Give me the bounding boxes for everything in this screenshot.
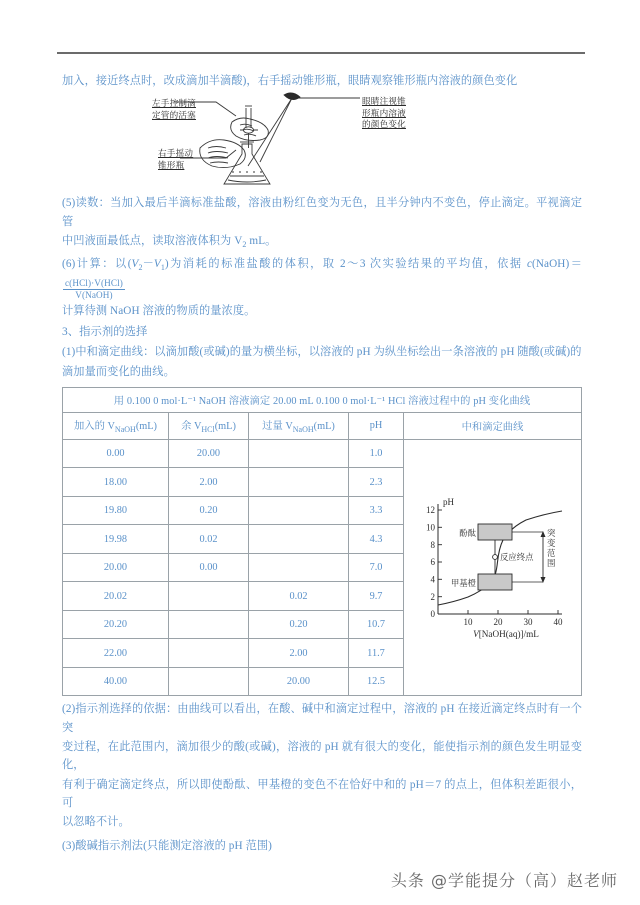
table-title-row [63, 387, 582, 412]
cell-ph: 11.7 [349, 639, 404, 668]
step5-text-a: 中凹液面最低点，读取溶液体积为 V [62, 234, 243, 247]
cell-v-hcl [169, 610, 249, 639]
titration-apparatus-drawing [174, 92, 364, 190]
column-header-titration-curve: 中和滴定曲线 [404, 412, 582, 439]
paragraph-3-1-line2: 滴加量而变化的曲线。 [62, 365, 175, 378]
paragraph-3-1-line1: (1)中和滴定曲线：以滴加酸(或碱)的量为横坐标，以溶液的 pH 为纵坐标绘出一条溶液的 pH 随酸(或碱)的 [62, 346, 582, 359]
paragraph-intro: 加入，接近终点时，改成滴加半滴酸)，右手摇动锥形瓶，眼睛观察锥形瓶内溶液的颜色变化 [62, 75, 518, 87]
paragraph-3-2-line4: 以忽略不计。 [62, 816, 130, 829]
figure-label-eye-line2: 形瓶内溶液 [362, 107, 406, 118]
figure-label-eye [362, 96, 424, 130]
formula-numerator: c(HCl)·V(HCl) [65, 277, 123, 288]
y-tick-8: 8 [430, 539, 435, 550]
cell-v-excess [249, 496, 349, 525]
step6-text-d: (NaOH)＝ [532, 258, 582, 271]
table-title: 用 0.100 0 mol·L⁻¹ NaOH 溶液滴定 20.00 mL 0.100 0 mol·L⁻¹ HCl 溶液过程中的 pH 变化曲线 [63, 387, 582, 412]
paragraph-step5-line1: (5)读数：当加入最后半滴标准盐酸，溶液由粉红色变为无色，且半分钟内不变色，停止滴定。平视滴定管 [62, 197, 582, 228]
cell-v-hcl: 0.02 [169, 525, 249, 554]
step6-v2: V [131, 258, 139, 271]
x-tick-10: 10 [463, 616, 473, 627]
document-content [62, 72, 582, 857]
cell-v-naoh: 19.98 [63, 525, 169, 554]
cell-v-naoh: 19.80 [63, 496, 169, 525]
step6-c-symbol: c [526, 258, 533, 271]
cell-ph: 7.0 [349, 553, 404, 582]
header-divider [57, 52, 585, 54]
ph-change-table [62, 387, 582, 697]
figure-label-left-hand-line1: 左手控制滴 [152, 98, 196, 109]
cell-v-excess [249, 525, 349, 554]
cell-v-hcl: 0.00 [169, 553, 249, 582]
cell-v-excess [249, 439, 349, 468]
table-header-row [63, 412, 582, 439]
column-header-v-hcl-remaining: 余 $V_{HCl}(mL)$ [169, 412, 249, 439]
cell-v-naoh: 18.00 [63, 468, 169, 497]
x-tick-20: 20 [493, 616, 503, 627]
step5-v2-subscript: 2 [242, 240, 247, 250]
x-tick-30: 30 [523, 616, 533, 627]
y-tick-10: 10 [425, 522, 435, 533]
paragraph-step6 [62, 255, 582, 301]
titration-curve-chart-cell [404, 439, 582, 696]
chart-y-axis-label: pH [442, 496, 454, 507]
cell-v-excess [249, 553, 349, 582]
column-header-v-naoh-excess: 过量 $V_{NaOH}(mL)$ [249, 412, 349, 439]
paragraph-3-2-line3: 有利于确定滴定终点，所以即使酚酞、甲基橙的变色不在恰好中和的 pH＝7 的点上，但体积差距很小，可 [62, 778, 582, 809]
cell-ph: 2.3 [349, 468, 404, 497]
svg-text:变: 变 [546, 537, 555, 548]
cell-v-hcl: 2.00 [169, 468, 249, 497]
step6-text-b: )为消耗的标准盐酸的体积，取 2～3 次实验结果的平均值，依据 [164, 258, 527, 271]
cell-v-hcl: 20.00 [169, 439, 249, 468]
cell-v-hcl [169, 667, 249, 696]
cell-v-hcl [169, 639, 249, 668]
table-row [63, 439, 582, 468]
figure-label-eye-line1: 眼睛注视锥 [362, 96, 406, 107]
figure-label-eye-line3: 的颜色变化 [362, 119, 406, 130]
section-heading-indicator-choice: 3、指示剂的选择 [62, 326, 148, 339]
phenolphthalein-band [478, 524, 512, 540]
cell-v-naoh: 22.00 [63, 639, 169, 668]
step6-v2-subscript: 2 [138, 263, 143, 273]
jump-range-label [547, 528, 556, 568]
cell-v-excess [249, 468, 349, 497]
y-tick-4: 4 [430, 574, 435, 585]
cell-v-hcl: 0.20 [169, 496, 249, 525]
paragraph-3-2-line2: 变过程，在此范围内，滴加很少的酸(或碱)，溶液的 pH 就有很大的变化，能使指示剂的颜色发生明显变化， [62, 740, 582, 772]
cell-v-naoh: 20.20 [63, 610, 169, 639]
cell-v-excess: 2.00 [249, 639, 349, 668]
svg-text:范: 范 [546, 547, 555, 558]
methyl-orange-band [478, 574, 512, 590]
figure-label-right-hand-line2: 锥形瓶 [158, 159, 185, 170]
y-tick-0: 0 [430, 608, 435, 619]
cell-ph: 3.3 [349, 496, 404, 525]
y-tick-2: 2 [430, 591, 435, 602]
step6-v1-subscript: 1 [160, 263, 165, 273]
concentration-formula-fraction [63, 278, 125, 301]
step6-minus: － [142, 258, 154, 271]
paragraph-step6-tail: 计算待测 NaOH 溶液的物质的量浓度。 [62, 304, 256, 317]
cell-ph: 4.3 [349, 525, 404, 554]
paragraph-3-2-line1: (2)指示剂选择的依据：由曲线可以看出，在酸、碱中和滴定过程中，溶液的 pH 在接近滴定终点时有一个突 [62, 703, 582, 734]
eye-icon [284, 93, 300, 100]
cell-v-hcl [169, 582, 249, 611]
cell-v-naoh: 40.00 [63, 667, 169, 696]
cell-ph: 9.7 [349, 582, 404, 611]
titration-curve-chart [410, 492, 576, 644]
figure-label-left-hand-line2: 定管的活塞 [152, 109, 196, 120]
y-tick-6: 6 [430, 556, 435, 567]
cell-ph: 1.0 [349, 439, 404, 468]
cell-ph: 12.5 [349, 667, 404, 696]
cell-v-excess: 20.00 [249, 667, 349, 696]
svg-text:突: 突 [546, 527, 555, 538]
cell-v-naoh: 0.00 [63, 439, 169, 468]
paragraph-3-3: (3)酸碱指示剂法(只能测定溶液的 pH 范围) [62, 840, 272, 853]
step6-v1: V [153, 258, 161, 271]
paragraph-step5-line2 [62, 232, 582, 255]
step5-text-b: mL。 [246, 234, 277, 247]
cell-ph: 10.7 [349, 610, 404, 639]
step6-text-a: (6)计算：以( [62, 258, 132, 271]
chart-x-axis-label: V[NaOH(aq)]/mL [472, 628, 539, 639]
cell-v-excess: 0.02 [249, 582, 349, 611]
cell-v-excess: 0.20 [249, 610, 349, 639]
x-tick-40: 40 [553, 616, 563, 627]
cell-v-naoh: 20.00 [63, 553, 169, 582]
watermark: 头条 @学能提分（高）赵老师 [390, 871, 618, 890]
y-tick-12: 12 [425, 504, 435, 515]
titration-illustration [62, 92, 582, 190]
cell-v-naoh: 20.02 [63, 582, 169, 611]
column-header-v-naoh-added: 加入的 $V_{NaOH}(mL)$ [63, 412, 169, 439]
formula-denominator: V(NaOH) [75, 289, 113, 300]
methyl-orange-label: 甲基橙 [450, 577, 476, 588]
svg-text:围: 围 [546, 557, 555, 568]
equivalence-point-label: 反应终点 [499, 551, 534, 562]
column-header-ph: pH [349, 412, 404, 439]
figure-label-right-hand-line1: 右手摇动 [158, 148, 194, 159]
phenolphthalein-label: 酚酞 [458, 527, 476, 538]
equivalence-point-marker [492, 554, 497, 559]
